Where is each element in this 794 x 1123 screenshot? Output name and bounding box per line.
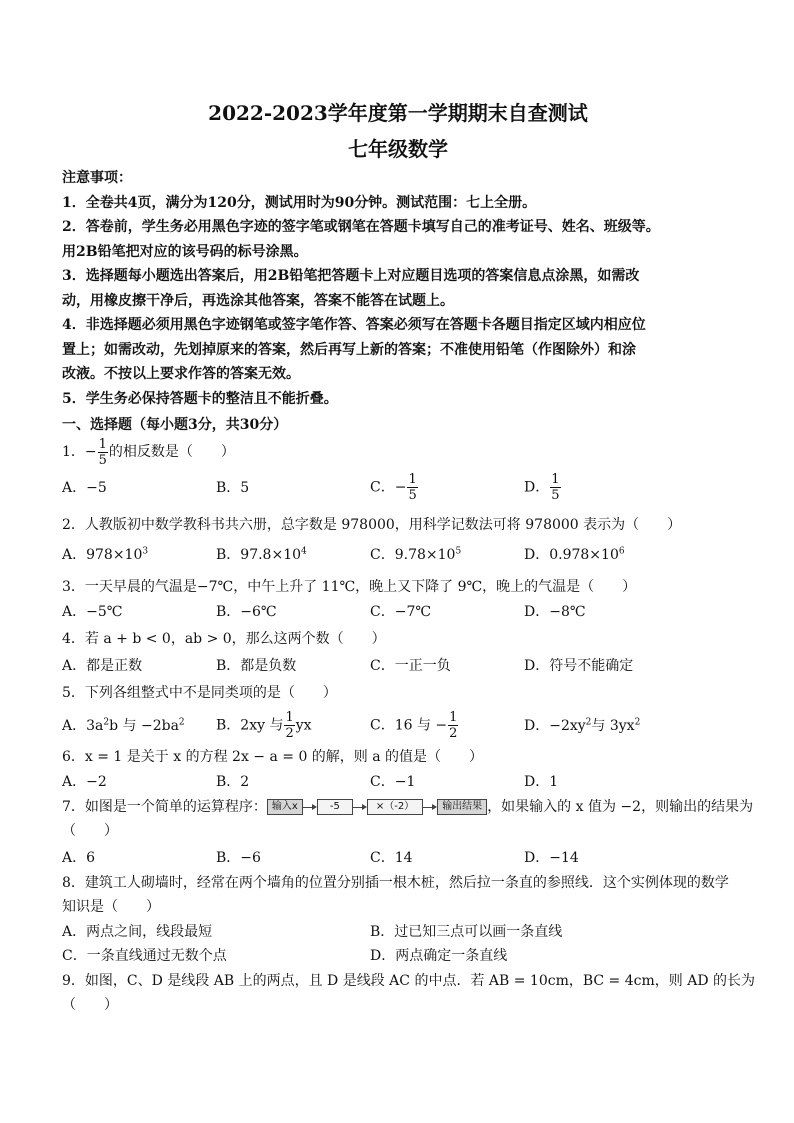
question-9-cont: （ ）	[62, 997, 118, 1013]
notes-line: 置上；如需改动，先划掉原来的答案，然后再写上新的答案；不准使用铅笔（作图除外）和涂	[62, 341, 636, 358]
denominator: 2	[285, 725, 294, 741]
q7-prefix: 7．如图是一个简单的运算程序：	[62, 799, 267, 815]
option-label: C．−	[370, 479, 407, 495]
option-b[interactable]: B．2	[216, 774, 250, 790]
numerator: 1	[285, 709, 294, 725]
q2-options	[62, 537, 734, 571]
option-text: yx	[295, 717, 312, 733]
option-a[interactable]: A．两点之间，线段最短	[62, 924, 213, 940]
option-c[interactable]: C．−1	[370, 774, 416, 790]
option-b[interactable]	[216, 544, 370, 564]
option-a[interactable]: A．都是正数	[62, 658, 143, 674]
q6-options	[62, 769, 734, 793]
notes-section	[62, 166, 734, 411]
question-5: 5．下列各组整式中不是同类项的是（ ）	[62, 685, 337, 701]
option-a[interactable]: A．−5℃	[62, 604, 123, 620]
option-d[interactable]: D．1	[524, 774, 559, 790]
flow-step-box: -5	[317, 799, 353, 815]
exponent: 2	[634, 717, 641, 728]
numerator: 1	[449, 709, 458, 725]
notes-line: 2．答卷前，学生务必用黑色字迹的签字笔或钢笔在答题卡填写自己的准考证号、姓名、班级等。	[62, 219, 660, 235]
option-label: D．	[524, 479, 550, 495]
q7-options	[62, 843, 734, 871]
option-c[interactable]	[370, 472, 524, 503]
q5-options	[62, 705, 734, 745]
option-fraction	[407, 472, 417, 503]
option-text: B．2xy 与	[216, 717, 284, 733]
arrow-right-icon	[353, 800, 367, 814]
option-d[interactable]: D．−8℃	[524, 604, 586, 620]
q3-options	[62, 599, 734, 623]
option-c[interactable]: C．14	[370, 850, 413, 866]
exponent: 5	[455, 546, 462, 557]
q1-options	[62, 467, 734, 507]
question-8-cont: 知识是（ ）	[62, 899, 160, 915]
question-2: 2．人教版初中数学教科书共六册，总字数是 978000，用科学记数法可将 978000 表示为（ ）	[62, 517, 682, 533]
option-b[interactable]	[216, 710, 370, 741]
numerator: 1	[551, 471, 560, 487]
option-fraction	[284, 710, 294, 741]
exponent: 4	[301, 546, 307, 557]
q1-suffix: 的相反数是（ ）	[108, 444, 235, 460]
arrow-right-icon	[423, 800, 437, 814]
option-d[interactable]: D．−14	[524, 850, 579, 866]
arrow-right-icon	[303, 800, 317, 814]
option-text: D．0.978×10	[524, 547, 619, 563]
option-a[interactable]	[62, 544, 216, 564]
option-b[interactable]: B．都是负数	[216, 658, 297, 674]
flow-output-box: 输出结果	[437, 799, 487, 815]
option-b[interactable]: B．−6	[216, 850, 261, 866]
exponent: 3	[142, 546, 149, 557]
option-fraction	[550, 472, 560, 503]
notes-line: 4．非选择题必须用黑色字迹钢笔或签字笔作答、答案必须写在答题卡各题目指定区域内相应位	[62, 317, 646, 333]
option-b[interactable]: B．−6℃	[216, 604, 277, 620]
option-text: B．97.8×10	[216, 547, 302, 563]
option-b[interactable]: B．过已知三点可以画一条直线	[370, 924, 563, 940]
exam-title: 2022-2023学年度第一学期期末自查测试	[208, 101, 588, 125]
option-text: b 与 −2ba	[109, 718, 179, 734]
operation-flowchart	[267, 799, 487, 815]
notes-line: 改液。不按以上要求作答的答案无效。	[62, 366, 300, 382]
denominator: 2	[449, 725, 458, 741]
option-c[interactable]	[370, 710, 524, 741]
option-text: 与 3yx	[591, 718, 635, 734]
option-d[interactable]	[524, 715, 678, 735]
notes-line: 动，用橡皮擦干净后，再选涂其他答案，答案不能答在试题上。	[62, 292, 454, 309]
option-c[interactable]	[370, 544, 524, 564]
q7-suffix: ，如果输入的 x 值为 −2，则输出的结果为	[487, 799, 754, 815]
q8-options-row1	[62, 919, 734, 943]
denominator: 5	[551, 487, 560, 503]
option-text: A．978×10	[62, 547, 143, 563]
notes-heading: 注意事项：	[62, 170, 132, 186]
option-c[interactable]: C．一条直线通过无数个点	[62, 948, 227, 964]
question-9: 9．如图，C、D 是线段 AB 上的两点，且 D 是线段 AC 的中点．若 AB = 10cm，BC = 4cm，则 AD 的长为	[62, 973, 755, 989]
flow-step-box: ×（-2）	[367, 799, 423, 815]
q1-numerator: 1	[98, 436, 107, 452]
notes-line: 3．选择题每小题选出答案后，用2B铅笔把答题卡上对应题目选项的答案信息点涂黑，如需改	[62, 268, 640, 284]
q7-continuation: （ ）	[62, 823, 118, 839]
option-b[interactable]: B．5	[216, 480, 250, 496]
notes-line: 用2B铅笔把对应的该号码的标号涂黑。	[62, 243, 308, 260]
q1-prefix: 1．−	[62, 444, 97, 460]
option-text: A．3a	[62, 718, 104, 734]
option-d[interactable]: D．符号不能确定	[524, 658, 634, 674]
notes-line: 1．全卷共4页，满分为120分，测试用时为90分钟。测试范围：七上全册。	[62, 194, 537, 211]
option-a[interactable]: A．−2	[62, 774, 107, 790]
exponent: 2	[103, 717, 110, 728]
flow-input-box: 输入x	[267, 799, 303, 815]
option-c[interactable]: C．一正一负	[370, 658, 451, 674]
question-7	[62, 795, 754, 819]
option-c[interactable]: C．−7℃	[370, 604, 432, 620]
q1-denominator: 5	[98, 452, 107, 468]
option-text: D．−2xy	[524, 718, 586, 734]
exponent: 2	[585, 717, 592, 728]
exponent: 2	[178, 717, 185, 728]
option-d[interactable]	[524, 544, 678, 564]
question-4: 4．若 a + b < 0，ab > 0，那么这两个数（ ）	[62, 631, 386, 647]
exam-page	[62, 96, 755, 1017]
option-a[interactable]	[62, 715, 216, 735]
option-a[interactable]: A．−5	[62, 480, 107, 496]
option-d[interactable]: D．两点确定一条直线	[370, 948, 508, 964]
exam-subtitle: 七年级数学	[348, 137, 448, 161]
notes-line: 5．学生务必保持答题卡的整洁且不能折叠。	[62, 390, 338, 407]
q4-options	[62, 651, 734, 679]
numerator: 1	[408, 471, 417, 487]
option-fraction	[448, 710, 458, 741]
question-1	[62, 437, 734, 467]
section-heading: 一、选择题（每小题3分，共30分）	[62, 417, 288, 433]
option-a[interactable]: A．6	[62, 850, 96, 866]
question-6: 6．x = 1 是关于 x 的方程 2x − a = 0 的解，则 a 的值是（ ）	[62, 749, 484, 765]
q8-options-row2	[62, 943, 734, 967]
option-text: C．9.78×10	[370, 547, 456, 563]
exponent: 6	[618, 546, 625, 557]
question-3: 3．一天早晨的气温是−7℃，中午上升了 11℃，晚上又下降了 9℃，晚上的气温是（ ）	[62, 579, 637, 595]
denominator: 5	[408, 487, 417, 503]
option-text: C．16 与 −	[370, 717, 448, 733]
question-8: 8．建筑工人砌墙时，经常在两个墙角的位置分别插一根木桩，然后拉一条直的参照线．这个实例体现的数学	[62, 875, 729, 891]
option-d[interactable]	[524, 472, 678, 503]
q1-fraction	[98, 437, 108, 468]
